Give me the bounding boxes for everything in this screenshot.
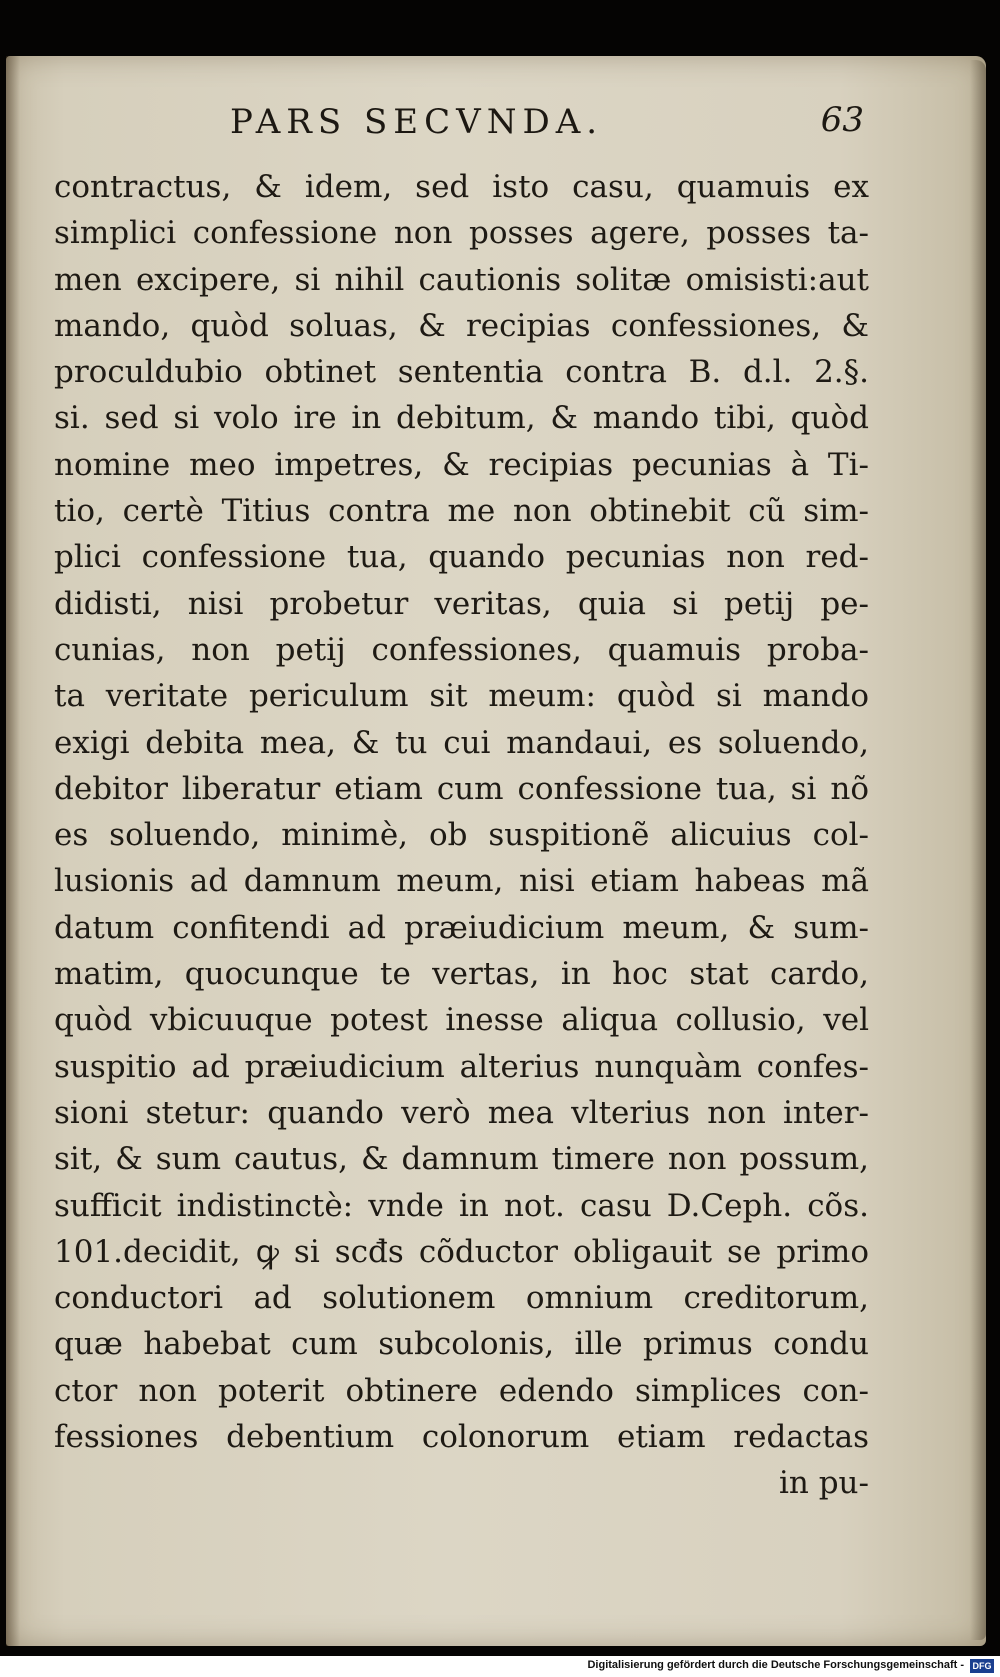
text-line: mando, quòd soluas, & recipias confessiones, & — [54, 307, 869, 344]
page-gutter-shadow — [6, 56, 20, 1646]
text-line: nomine meo impetres, & recipias pecunias à Ti- — [54, 446, 869, 483]
text-line: plici confessione tua, quando pecunias non red- — [54, 539, 869, 576]
text-line: datum confitendi ad præiudicium meum, & sum- — [54, 909, 869, 946]
text-line: debitor liberatur etiam cum confessione tua, si nõ — [54, 770, 869, 807]
text-line: sufficit indistinctè: vnde in not. casu D.Ceph. cõs. — [54, 1187, 869, 1224]
text-line: exigi debita mea, & tu cui mandaui, es soluendo, — [54, 724, 869, 761]
text-line: 101.decidit, ꝙ si scđs cõductor obligauit se primo — [54, 1233, 869, 1270]
text-line: simplici confessione non posses agere, posses ta- — [54, 215, 869, 252]
text-line: contractus, & idem, sed isto casu, quamuis ex — [54, 169, 869, 205]
running-title: PARS SECVNDA. — [230, 102, 604, 142]
text-line: sit, & sum cautus, & damnum timere non possum, — [54, 1141, 869, 1178]
footer-bar — [0, 1656, 1000, 1677]
page-number: 63 — [820, 100, 864, 140]
text-line: conductori ad solutionem omnium creditorum, — [54, 1280, 869, 1317]
text-line: suspitio ad præiudicium alterius nunquàm confes- — [54, 1048, 869, 1085]
text-line: matim, quocunque te vertas, in hoc stat cardo, — [54, 956, 869, 993]
text-line: quòd vbicuuque potest inesse aliqua collusio, vel — [54, 1002, 869, 1039]
text-line: ctor non poterit obtinere edendo simplices con- — [54, 1372, 869, 1409]
funding-credit: Digitalisierung gefördert durch die Deutsche Forschungsgemeinschaft - — [587, 1659, 964, 1671]
text-line: si. sed si volo ire in debitum, & mando tibi, quòd — [54, 400, 869, 437]
dfg-logo: DFG — [970, 1659, 994, 1673]
text-line: sioni stetur: quando verò mea vlterius non inter- — [54, 1094, 869, 1131]
text-line: proculdubio obtinet sententia contra B. d.l. 2.§. — [54, 354, 869, 391]
text-line: men excipere, si nihil cautionis solitæ omisisti:aut — [54, 261, 869, 298]
text-line: es soluendo, minimè, ob suspitionẽ alicuius col- — [54, 817, 869, 854]
page-header — [200, 100, 890, 156]
text-line: ta veritate periculum sit meum: quòd si mando — [54, 678, 869, 715]
text-line: quæ habebat cum subcolonis, ille primus condu — [54, 1326, 869, 1363]
body-text — [54, 164, 869, 1507]
page-edge-shadow — [970, 60, 986, 1640]
text-line: lusionis ad damnum meum, nisi etiam habeas mã — [54, 863, 869, 900]
text-line: cunias, non petij confessiones, quamuis proba- — [54, 631, 869, 668]
text-line: didisti, nisi probetur veritas, quia si petij pe- — [54, 585, 869, 622]
text-line: fessiones debentium colonorum etiam redactas — [54, 1419, 869, 1456]
catchword: in pu- — [778, 1465, 869, 1502]
text-line: tio, certè Titius contra me non obtinebit cũ sim- — [54, 493, 869, 530]
